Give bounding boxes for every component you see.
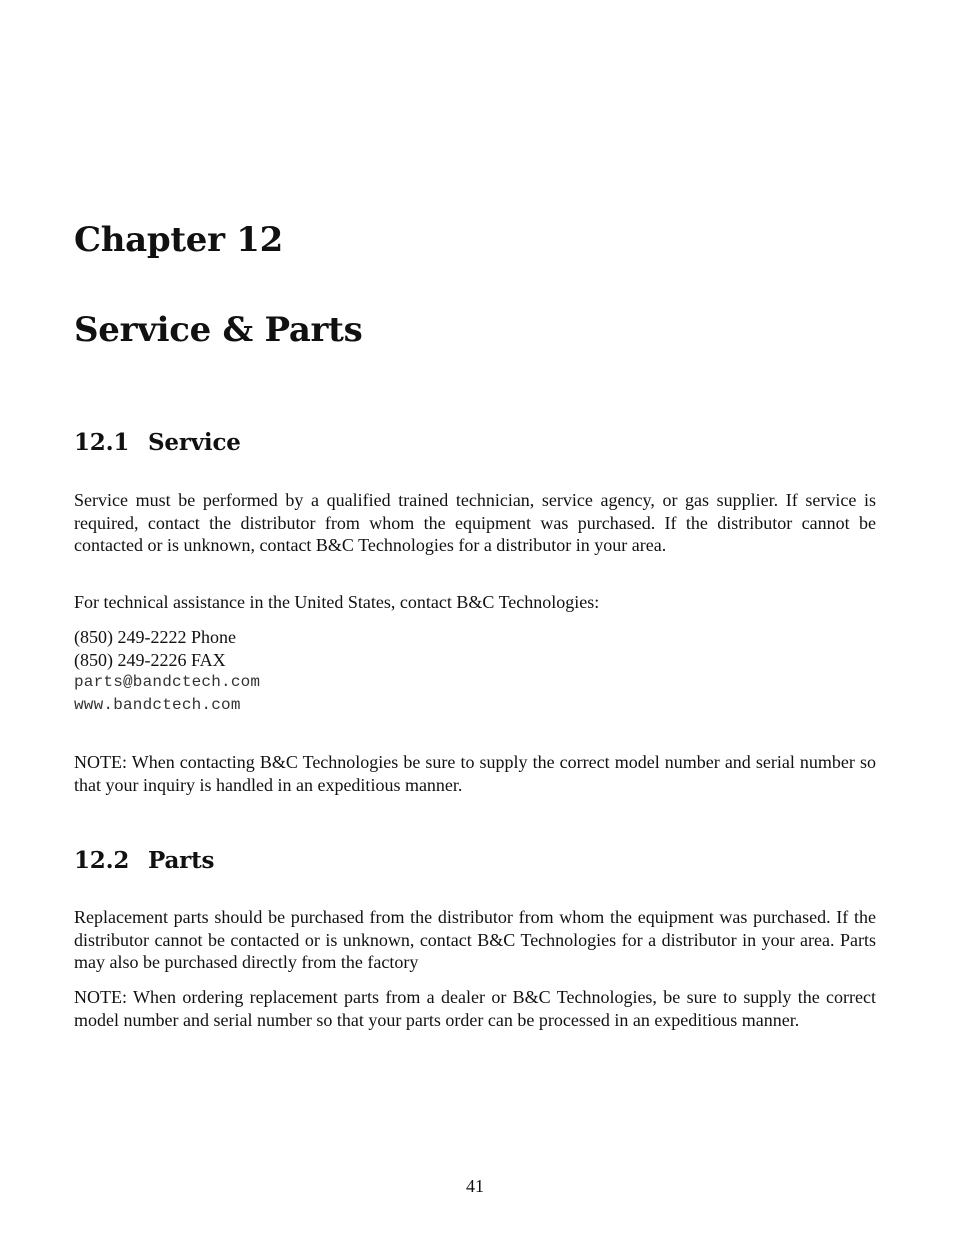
section-title: Parts <box>148 847 215 874</box>
email-address[interactable]: parts@bandctech.com <box>74 673 261 692</box>
parts-paragraph: Replacement parts should be purchased from the distributor from whom the equipment was purchased. If the distributor cannot be contacted or is unknown, contact B&C Technologies for a distributor in your area. Parts may also be purchased directly from the factory <box>74 907 876 973</box>
fax-number: (850) 249-2226 FAX <box>74 649 226 670</box>
page-number: 41 <box>466 1176 484 1196</box>
technical-assistance-paragraph: For technical assistance in the United States, contact B&C Technologies: <box>74 592 600 612</box>
section-title: Service <box>148 429 241 456</box>
website-address[interactable]: www.bandctech.com <box>74 696 241 715</box>
section-heading-service <box>74 428 241 458</box>
section-heading-parts <box>74 846 214 876</box>
service-note: NOTE: When contacting B&C Technologies be sure to supply the correct model number and serial number so that your inquiry is handled in an expeditious manner. <box>74 752 876 795</box>
chapter-title: Service & Parts <box>74 310 363 350</box>
chapter-label: Chapter 12 <box>74 220 283 260</box>
parts-note: NOTE: When ordering replacement parts from a dealer or B&C Technologies, be sure to supply the correct model number and serial number so that your parts order can be processed in an expeditious manner. <box>74 987 876 1030</box>
contact-info <box>74 626 876 717</box>
section-number: 12.1 <box>74 429 130 456</box>
service-paragraph: Service must be performed by a qualified trained technician, service agency, or gas supplier. If service is required, contact the distributor from whom the equipment was purchased. If the distributor cannot be contacted or is unknown, contact B&C Technologies for a distributor in your area. <box>74 490 876 556</box>
phone-number: (850) 249-2222 Phone <box>74 627 236 647</box>
document-page <box>74 0 876 1235</box>
section-number: 12.2 <box>74 847 130 874</box>
